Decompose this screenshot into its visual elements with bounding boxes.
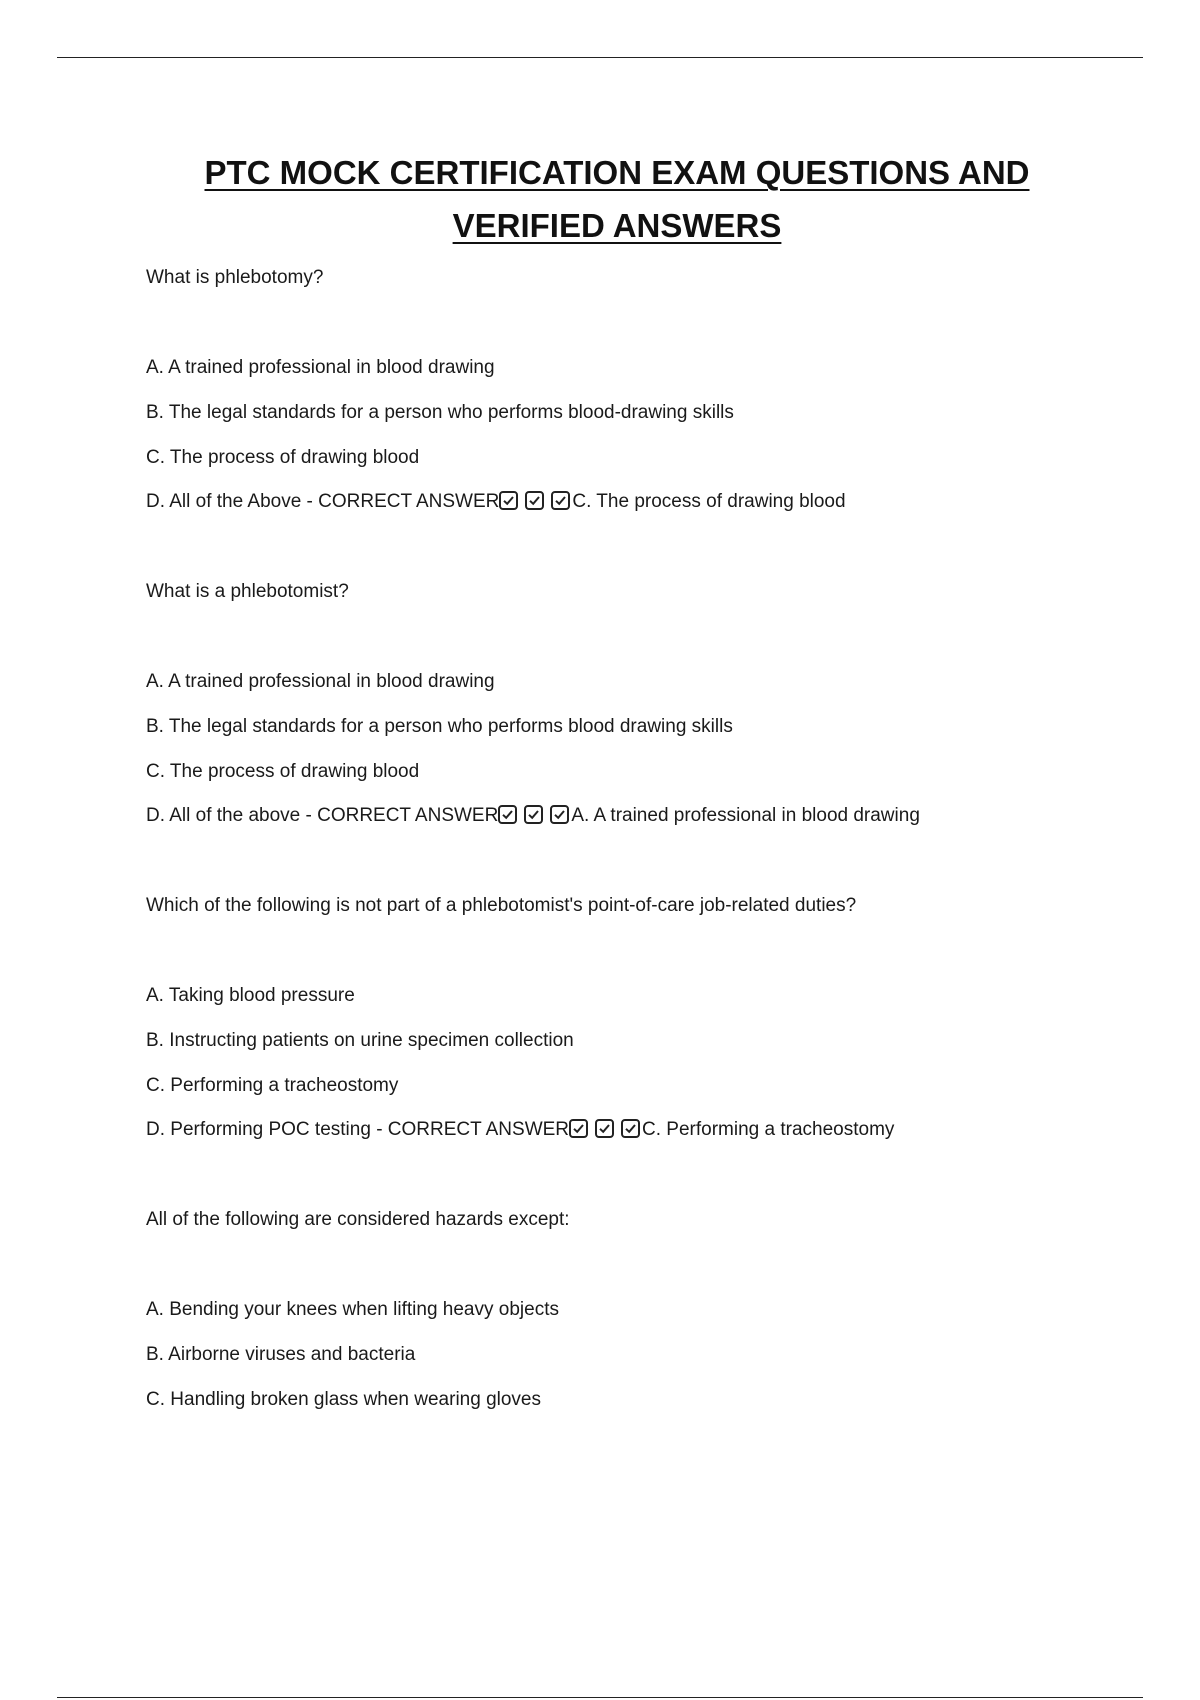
option-c: C. Performing a tracheostomy — [146, 1075, 399, 1096]
checkmarks — [498, 805, 571, 832]
checkmarks — [499, 491, 572, 518]
options-list — [146, 669, 1146, 829]
checkbox-icon — [498, 805, 517, 824]
option-d-answer — [146, 1117, 1146, 1143]
options-list — [146, 983, 1146, 1143]
checkbox-icon — [499, 491, 518, 510]
checkbox-icon — [621, 1119, 640, 1138]
option-b: B. Airborne viruses and bacteria — [146, 1344, 416, 1365]
option-a: A. Taking blood pressure — [146, 985, 355, 1006]
checkmarks — [569, 1119, 642, 1146]
title-line-2: VERIFIED ANSWERS — [452, 207, 782, 244]
option-c: C. The process of drawing blood — [146, 447, 420, 468]
question-block — [146, 1207, 1146, 1413]
title-line-1: PTC MOCK CERTIFICATION EXAM QUESTIONS AND — [204, 154, 1030, 191]
question-block — [146, 265, 1146, 515]
footer-rule — [57, 1697, 1143, 1698]
correct-answer: C. The process of drawing blood — [572, 491, 846, 512]
question-block — [146, 579, 1146, 829]
option-b: B. The legal standards for a person who performs blood-drawing skills — [146, 402, 734, 423]
checkbox-icon — [524, 805, 543, 824]
question-text: Which of the following is not part of a phlebotomist's point-of-care job-related duties? — [146, 895, 857, 916]
options-list — [146, 1297, 1146, 1413]
header-rule — [57, 57, 1143, 58]
question-text: What is phlebotomy? — [146, 267, 324, 288]
page-title — [0, 146, 1200, 252]
checkbox-icon — [551, 491, 570, 510]
option-d-answer — [146, 803, 1146, 829]
option-b: B. Instructing patients on urine specimen collection — [146, 1030, 574, 1051]
option-c: C. The process of drawing blood — [146, 761, 420, 782]
checkbox-icon — [550, 805, 569, 824]
correct-answer: C. Performing a tracheostomy — [642, 1119, 895, 1140]
question-text: What is a phlebotomist? — [146, 581, 349, 602]
option-c: C. Handling broken glass when wearing gloves — [146, 1389, 542, 1410]
option-a: A. A trained professional in blood drawing — [146, 671, 495, 692]
option-a: A. A trained professional in blood drawing — [146, 357, 495, 378]
final-option-prefix: D. All of the above - CORRECT ANSWER — [146, 805, 499, 826]
correct-answer: A. A trained professional in blood drawing — [571, 805, 920, 826]
question-list — [146, 265, 1146, 1477]
option-b: B. The legal standards for a person who performs blood drawing skills — [146, 716, 733, 737]
final-option-prefix: D. All of the Above - CORRECT ANSWER — [146, 491, 500, 512]
final-option-prefix: D. Performing POC testing - CORRECT ANSWER — [146, 1119, 570, 1140]
option-a: A. Bending your knees when lifting heavy objects — [146, 1299, 559, 1320]
options-list — [146, 355, 1146, 515]
question-block — [146, 893, 1146, 1143]
question-text: All of the following are considered hazards except: — [146, 1209, 570, 1230]
checkbox-icon — [569, 1119, 588, 1138]
option-d-answer — [146, 489, 1146, 515]
checkbox-icon — [595, 1119, 614, 1138]
checkbox-icon — [525, 491, 544, 510]
